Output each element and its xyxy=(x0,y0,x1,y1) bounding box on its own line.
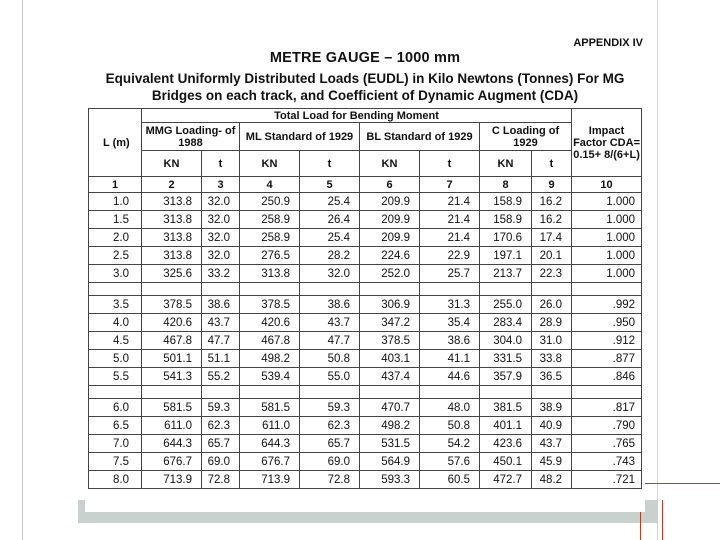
table-row xyxy=(89,247,642,265)
bl-t-cell: 44.6 xyxy=(420,368,480,386)
mmg-kn-cell: 581.5 xyxy=(142,399,202,417)
table-row xyxy=(89,332,642,350)
bl-kn-cell: 470.7 xyxy=(360,399,420,417)
ml-kn-cell: 258.9 xyxy=(240,229,300,247)
mmg-t-cell: 32.0 xyxy=(202,193,240,211)
spacer-cell xyxy=(142,283,202,296)
table-row xyxy=(89,368,642,386)
c-kn-cell: 255.0 xyxy=(480,296,532,314)
bl-kn-cell: 403.1 xyxy=(360,350,420,368)
impact-cell: .992 xyxy=(572,296,642,314)
bl-t-cell: 60.5 xyxy=(420,471,480,489)
ml-t-cell: 55.0 xyxy=(300,368,360,386)
mmg-t-cell: 72.8 xyxy=(202,471,240,489)
table-row xyxy=(89,193,642,211)
mmg-kn-cell: 313.8 xyxy=(142,229,202,247)
mmg-t-cell: 38.6 xyxy=(202,296,240,314)
span-cell: 4.5 xyxy=(89,332,142,350)
ml-kn-cell: 276.5 xyxy=(240,247,300,265)
spacer-cell xyxy=(300,386,360,399)
bl-kn-cell: 209.9 xyxy=(360,211,420,229)
span-cell: 2.5 xyxy=(89,247,142,265)
mmg-kn-cell: 325.6 xyxy=(142,265,202,283)
c-kn-cell: 213.7 xyxy=(480,265,532,283)
slide-left-rule xyxy=(22,0,23,540)
spacer-cell xyxy=(300,283,360,296)
bl-t-cell: 41.1 xyxy=(420,350,480,368)
ml-kn-cell: 581.5 xyxy=(240,399,300,417)
span-cell: 5.5 xyxy=(89,368,142,386)
c-kn-cell: 357.9 xyxy=(480,368,532,386)
impact-cell: .950 xyxy=(572,314,642,332)
spacer-cell xyxy=(572,386,642,399)
document-scan xyxy=(85,30,645,512)
ml-kn-cell: 676.7 xyxy=(240,453,300,471)
bl-t-cell: 57.6 xyxy=(420,453,480,471)
impact-cell: .790 xyxy=(572,417,642,435)
c-t-cell: 16.2 xyxy=(532,211,572,229)
spacer-cell xyxy=(572,283,642,296)
impact-cell: 1.000 xyxy=(572,193,642,211)
header-impact-factor: Impact Factor CDA= 0.15+ 8/(6+L) xyxy=(572,109,642,177)
impact-cell: .721 xyxy=(572,471,642,489)
impact-cell: .846 xyxy=(572,368,642,386)
c-kn-cell: 401.1 xyxy=(480,417,532,435)
bl-t-cell: 21.4 xyxy=(420,211,480,229)
table-body xyxy=(89,193,642,489)
span-cell: 2.0 xyxy=(89,229,142,247)
column-number: 2 xyxy=(142,177,202,193)
unit-kn: KN xyxy=(240,151,300,177)
slide-corner-rule xyxy=(662,500,663,540)
column-number: 1 xyxy=(89,177,142,193)
spacer-cell xyxy=(480,283,532,296)
spacer-cell xyxy=(360,386,420,399)
spacer-cell xyxy=(480,386,532,399)
ml-kn-cell: 467.8 xyxy=(240,332,300,350)
mmg-kn-cell: 611.0 xyxy=(142,417,202,435)
mmg-t-cell: 32.0 xyxy=(202,229,240,247)
c-t-cell: 20.1 xyxy=(532,247,572,265)
unit-t: t xyxy=(420,151,480,177)
impact-cell: .877 xyxy=(572,350,642,368)
header-c-loading: C Loading of 1929 xyxy=(480,123,572,151)
mmg-t-cell: 32.0 xyxy=(202,247,240,265)
bl-kn-cell: 347.2 xyxy=(360,314,420,332)
bl-kn-cell: 378.5 xyxy=(360,332,420,350)
column-number-row xyxy=(89,177,642,193)
spacer-cell xyxy=(240,283,300,296)
c-kn-cell: 381.5 xyxy=(480,399,532,417)
ml-t-cell: 72.8 xyxy=(300,471,360,489)
impact-cell: .743 xyxy=(572,453,642,471)
impact-cell: .912 xyxy=(572,332,642,350)
spacer-cell xyxy=(532,386,572,399)
mmg-kn-cell: 501.1 xyxy=(142,350,202,368)
span-cell: 4.0 xyxy=(89,314,142,332)
ml-t-cell: 38.6 xyxy=(300,296,360,314)
bl-t-cell: 50.8 xyxy=(420,417,480,435)
mmg-kn-cell: 541.3 xyxy=(142,368,202,386)
c-kn-cell: 331.5 xyxy=(480,350,532,368)
column-number: 10 xyxy=(572,177,642,193)
subtitle-line-1: Equivalent Uniformly Distributed Loads (EUDL) in Kilo Newtons (Tonnes) For MG xyxy=(105,71,625,86)
bl-t-cell: 54.2 xyxy=(420,435,480,453)
group-spacer-row xyxy=(89,386,642,399)
mmg-t-cell: 33.2 xyxy=(202,265,240,283)
span-cell: 8.0 xyxy=(89,471,142,489)
span-cell: 1.0 xyxy=(89,193,142,211)
column-number: 5 xyxy=(300,177,360,193)
unit-t: t xyxy=(532,151,572,177)
column-number: 8 xyxy=(480,177,532,193)
table-row xyxy=(89,211,642,229)
header-total-load: Total Load for Bending Moment xyxy=(142,109,572,123)
bl-kn-cell: 209.9 xyxy=(360,193,420,211)
bl-kn-cell: 252.0 xyxy=(360,265,420,283)
c-t-cell: 33.8 xyxy=(532,350,572,368)
ml-kn-cell: 539.4 xyxy=(240,368,300,386)
bl-t-cell: 21.4 xyxy=(420,193,480,211)
impact-cell: 1.000 xyxy=(572,247,642,265)
group-spacer-row xyxy=(89,283,642,296)
bl-kn-cell: 531.5 xyxy=(360,435,420,453)
c-kn-cell: 450.1 xyxy=(480,453,532,471)
table-row xyxy=(89,399,642,417)
bl-t-cell: 25.7 xyxy=(420,265,480,283)
c-kn-cell: 158.9 xyxy=(480,211,532,229)
unit-t: t xyxy=(300,151,360,177)
bl-t-cell: 48.0 xyxy=(420,399,480,417)
table-row xyxy=(89,435,642,453)
subtitle-line-2: Bridges on each track, and Coefficient of Dynamic Augment (CDA) xyxy=(151,88,579,103)
spacer-cell xyxy=(89,283,142,296)
bl-t-cell: 38.6 xyxy=(420,332,480,350)
mmg-t-cell: 51.1 xyxy=(202,350,240,368)
ml-kn-cell: 313.8 xyxy=(240,265,300,283)
ml-kn-cell: 258.9 xyxy=(240,211,300,229)
table-row xyxy=(89,350,642,368)
bl-kn-cell: 564.9 xyxy=(360,453,420,471)
column-number: 3 xyxy=(202,177,240,193)
span-cell: 5.0 xyxy=(89,350,142,368)
unit-kn: KN xyxy=(360,151,420,177)
ml-t-cell: 26.4 xyxy=(300,211,360,229)
mmg-t-cell: 32.0 xyxy=(202,211,240,229)
impact-cell: .817 xyxy=(572,399,642,417)
c-t-cell: 31.0 xyxy=(532,332,572,350)
ml-t-cell: 65.7 xyxy=(300,435,360,453)
c-kn-cell: 158.9 xyxy=(480,193,532,211)
column-number: 6 xyxy=(360,177,420,193)
ml-kn-cell: 250.9 xyxy=(240,193,300,211)
bl-kn-cell: 209.9 xyxy=(360,229,420,247)
mmg-kn-cell: 313.8 xyxy=(142,193,202,211)
span-cell: 3.5 xyxy=(89,296,142,314)
document-title: METRE GAUGE – 1000 mm xyxy=(269,50,461,66)
mmg-kn-cell: 467.8 xyxy=(142,332,202,350)
ml-kn-cell: 378.5 xyxy=(240,296,300,314)
ml-kn-cell: 644.3 xyxy=(240,435,300,453)
c-t-cell: 17.4 xyxy=(532,229,572,247)
impact-cell: .765 xyxy=(572,435,642,453)
c-t-cell: 48.2 xyxy=(532,471,572,489)
ml-kn-cell: 498.2 xyxy=(240,350,300,368)
mmg-t-cell: 69.0 xyxy=(202,453,240,471)
spacer-cell xyxy=(89,386,142,399)
table-row xyxy=(89,417,642,435)
impact-cell: 1.000 xyxy=(572,211,642,229)
c-t-cell: 45.9 xyxy=(532,453,572,471)
bl-t-cell: 31.3 xyxy=(420,296,480,314)
c-kn-cell: 197.1 xyxy=(480,247,532,265)
bl-kn-cell: 306.9 xyxy=(360,296,420,314)
spacer-cell xyxy=(202,283,240,296)
table-row xyxy=(89,296,642,314)
c-t-cell: 38.9 xyxy=(532,399,572,417)
mmg-kn-cell: 313.8 xyxy=(142,247,202,265)
spacer-cell xyxy=(420,283,480,296)
impact-cell: 1.000 xyxy=(572,229,642,247)
span-cell: 6.5 xyxy=(89,417,142,435)
ml-t-cell: 25.4 xyxy=(300,193,360,211)
mmg-t-cell: 43.7 xyxy=(202,314,240,332)
unit-kn: KN xyxy=(142,151,202,177)
c-kn-cell: 304.0 xyxy=(480,332,532,350)
column-number: 7 xyxy=(420,177,480,193)
header-mmg-loading: MMG Loading- of 1988 xyxy=(142,123,240,151)
c-t-cell: 26.0 xyxy=(532,296,572,314)
eudl-table xyxy=(88,108,642,489)
document-subtitle xyxy=(85,70,645,104)
ml-t-cell: 25.4 xyxy=(300,229,360,247)
c-t-cell: 28.9 xyxy=(532,314,572,332)
header-span-length: L (m) xyxy=(89,109,142,177)
header-bl-standard: BL Standard of 1929 xyxy=(360,123,480,151)
ml-t-cell: 69.0 xyxy=(300,453,360,471)
span-cell: 7.0 xyxy=(89,435,142,453)
bl-t-cell: 35.4 xyxy=(420,314,480,332)
c-t-cell: 43.7 xyxy=(532,435,572,453)
table-row xyxy=(89,229,642,247)
table-row xyxy=(89,471,642,489)
spacer-cell xyxy=(142,386,202,399)
slide-right-rule xyxy=(657,0,658,540)
ml-t-cell: 62.3 xyxy=(300,417,360,435)
mmg-t-cell: 47.7 xyxy=(202,332,240,350)
spacer-cell xyxy=(532,283,572,296)
mmg-t-cell: 59.3 xyxy=(202,399,240,417)
c-kn-cell: 423.6 xyxy=(480,435,532,453)
ml-kn-cell: 611.0 xyxy=(240,417,300,435)
span-cell: 7.5 xyxy=(89,453,142,471)
ml-t-cell: 28.2 xyxy=(300,247,360,265)
ml-t-cell: 47.7 xyxy=(300,332,360,350)
c-t-cell: 36.5 xyxy=(532,368,572,386)
table-row xyxy=(89,314,642,332)
impact-cell: 1.000 xyxy=(572,265,642,283)
mmg-kn-cell: 313.8 xyxy=(142,211,202,229)
slide-corner-frame xyxy=(640,483,720,540)
mmg-kn-cell: 644.3 xyxy=(142,435,202,453)
mmg-t-cell: 62.3 xyxy=(202,417,240,435)
ml-t-cell: 32.0 xyxy=(300,265,360,283)
c-kn-cell: 170.6 xyxy=(480,229,532,247)
ml-kn-cell: 420.6 xyxy=(240,314,300,332)
bl-t-cell: 22.9 xyxy=(420,247,480,265)
appendix-label: APPENDIX IV xyxy=(573,37,643,49)
spacer-cell xyxy=(240,386,300,399)
bl-kn-cell: 437.4 xyxy=(360,368,420,386)
unit-t: t xyxy=(202,151,240,177)
bl-t-cell: 21.4 xyxy=(420,229,480,247)
mmg-kn-cell: 420.6 xyxy=(142,314,202,332)
mmg-kn-cell: 713.9 xyxy=(142,471,202,489)
span-cell: 1.5 xyxy=(89,211,142,229)
span-cell: 3.0 xyxy=(89,265,142,283)
spacer-cell xyxy=(202,386,240,399)
c-t-cell: 22.3 xyxy=(532,265,572,283)
mmg-kn-cell: 676.7 xyxy=(142,453,202,471)
c-t-cell: 40.9 xyxy=(532,417,572,435)
column-number: 4 xyxy=(240,177,300,193)
bl-kn-cell: 593.3 xyxy=(360,471,420,489)
span-cell: 6.0 xyxy=(89,399,142,417)
bl-kn-cell: 224.6 xyxy=(360,247,420,265)
ml-t-cell: 43.7 xyxy=(300,314,360,332)
c-t-cell: 16.2 xyxy=(532,193,572,211)
spacer-cell xyxy=(420,386,480,399)
unit-kn: KN xyxy=(480,151,532,177)
table-row xyxy=(89,453,642,471)
ml-t-cell: 59.3 xyxy=(300,399,360,417)
mmg-t-cell: 65.7 xyxy=(202,435,240,453)
bl-kn-cell: 498.2 xyxy=(360,417,420,435)
mmg-t-cell: 55.2 xyxy=(202,368,240,386)
header-ml-standard: ML Standard of 1929 xyxy=(240,123,360,151)
mmg-kn-cell: 378.5 xyxy=(142,296,202,314)
column-number: 9 xyxy=(532,177,572,193)
c-kn-cell: 283.4 xyxy=(480,314,532,332)
ml-t-cell: 50.8 xyxy=(300,350,360,368)
table-row xyxy=(89,265,642,283)
ml-kn-cell: 713.9 xyxy=(240,471,300,489)
c-kn-cell: 472.7 xyxy=(480,471,532,489)
spacer-cell xyxy=(360,283,420,296)
